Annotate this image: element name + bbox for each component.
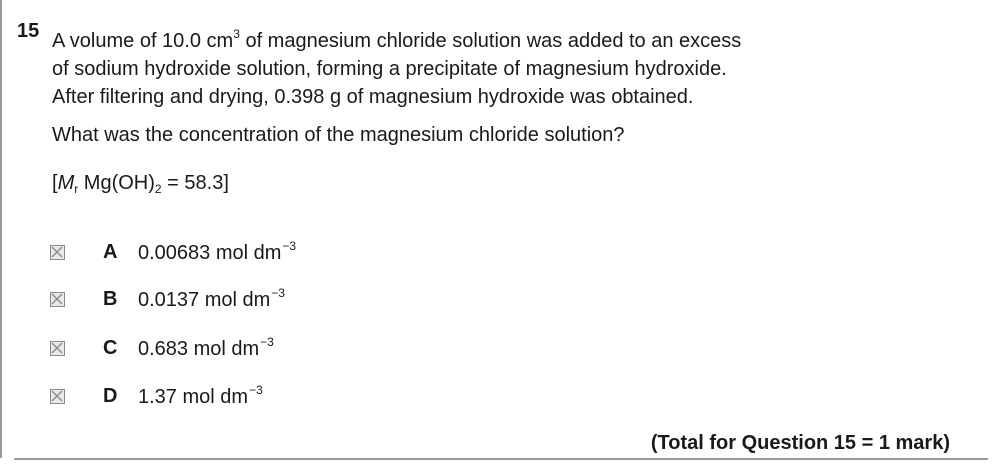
stem-line-1: A volume of 10.0 $cm^3$ of magnesium chloride solution was added to an excess [52, 27, 742, 52]
option-d[interactable] [50, 381, 450, 411]
option-answer: 0.00683 mol $dm^{-3}$ [138, 239, 297, 264]
option-letter: A [103, 240, 118, 263]
option-letter: B [103, 287, 118, 310]
stem-line-3: After filtering and drying, 0.398 g of magnesium hydroxide was obtained. [52, 86, 694, 108]
stem-line-1-superscript: 3 [233, 27, 240, 41]
option-c[interactable] [50, 333, 450, 363]
bottom-divider [14, 458, 988, 460]
option-letter: D [103, 384, 118, 407]
question-number: 15 [17, 20, 40, 42]
crossed-box-icon[interactable] [50, 245, 65, 260]
relative-mass-note: [$M_r$ $Mg(OH)_2 = 58.3$] [52, 172, 229, 196]
crossed-box-icon[interactable] [50, 341, 65, 356]
crossed-box-icon[interactable] [50, 389, 65, 404]
option-b[interactable] [50, 284, 450, 314]
option-answer: 0.683 mol $dm^{-3}$ [138, 335, 274, 360]
question-prompt: What was the concentration of the magnesium chloride solution? [52, 124, 625, 146]
crossed-box-icon[interactable] [50, 292, 65, 307]
stem-line-2: of sodium hydroxide solution, forming a precipitate of magnesium hydroxide. [52, 58, 727, 80]
total-marks: (Total for Question 15 = 1 mark) [650, 432, 950, 454]
question-stem [52, 20, 952, 111]
option-letter: C [103, 336, 118, 359]
option-a[interactable] [50, 237, 450, 267]
option-answer: 0.0137 mol $dm^{-3}$ [138, 286, 285, 311]
option-answer: 1.37 mol $dm^{-3}$ [138, 383, 263, 408]
